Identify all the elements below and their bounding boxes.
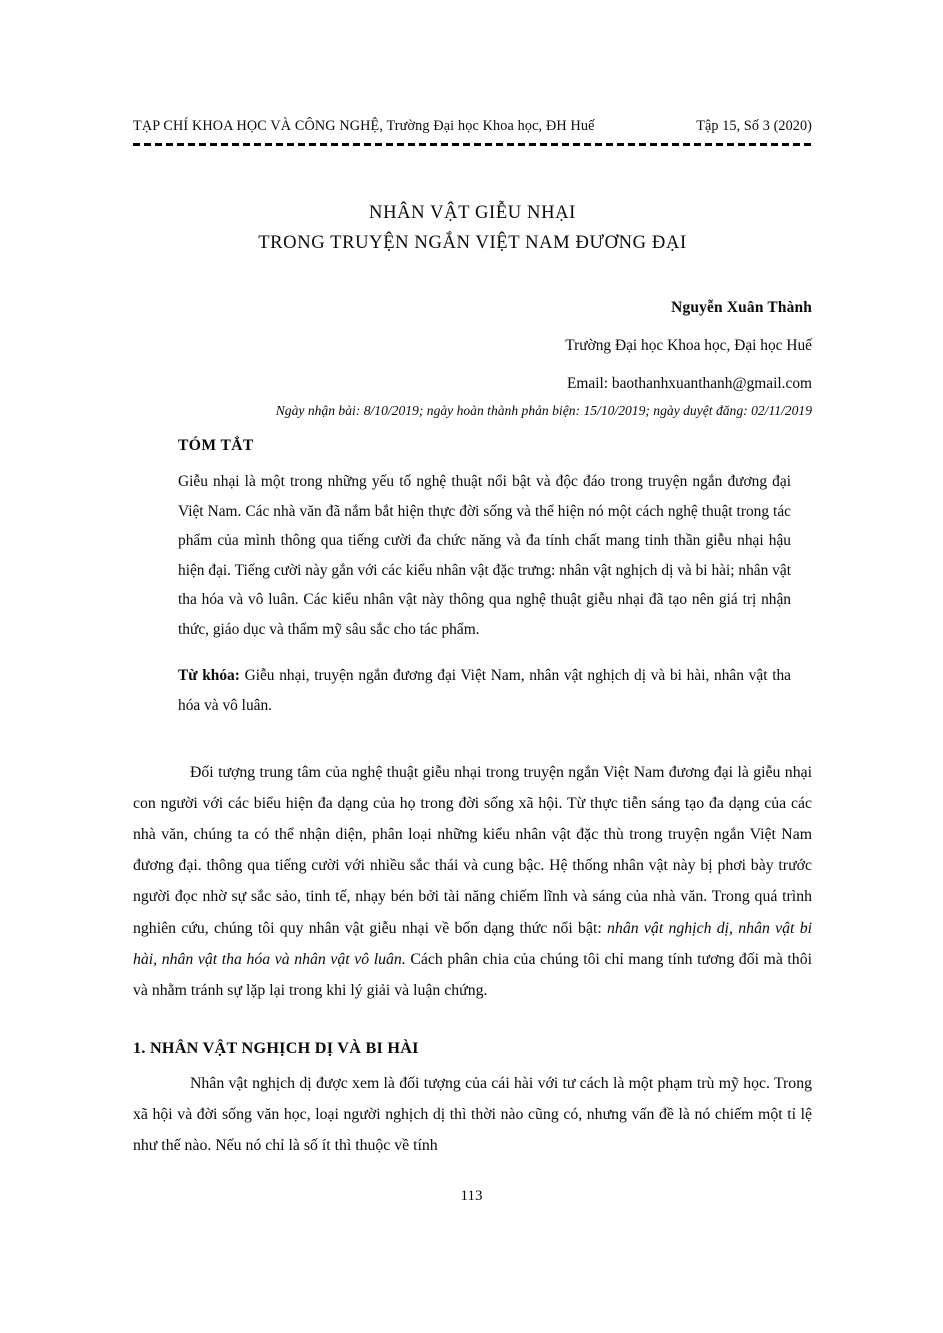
abstract-text: Giễu nhại là một trong những yếu tố nghệ thuật nổi bật và độc đáo trong truyện ngắn đương đại Việt Nam. Các nhà văn đã nắm bắt hiện thực đời sống và thể hiện nó một cách nghệ thuật trong tác phẩm của mình thông qua tiếng cười đa chức năng và đa tính chất mang tinh thần giễu nhại hậu hiện đại. Tiếng cười này gắn với các kiểu nhân vật đặc trưng: nhân vật nghịch dị và bi hài; nhân vật tha hóa và vô luân. Các kiểu nhân vật này thông qua nghệ thuật giễu nhại đã tạo nên giá trị nhận thức, giáo dục và thẩm mỹ sâu sắc cho tác phẩm.	[178, 473, 791, 638]
page-number: 113	[460, 1188, 483, 1204]
byline-block	[133, 299, 812, 393]
keywords-label: Từ khóa:	[178, 667, 240, 685]
keywords-text: Giễu nhại, truyện ngắn đương đại Việt Nam, nhân vật nghịch dị và bi hài, nhân vật tha hóa và vô luân.	[178, 667, 791, 715]
abstract-section	[178, 437, 791, 721]
author-email: Email: baothanhxuanthanh@gmail.com	[567, 375, 812, 392]
article-title-line-1: NHÂN VẬT GIỄU NHẠI	[369, 202, 576, 223]
header-divider-rule	[133, 143, 812, 146]
submission-dates: Ngày nhận bài: 8/10/2019; ngày hoàn thành phản biện: 15/10/2019; ngày duyệt đăng: 02/11/2019	[275, 403, 812, 418]
body-paragraph-2: Nhân vật nghịch dị được xem là đối tượng của cái hài với tư cách là một phạm trù mỹ học. Trong xã hội và đời sống văn học, loại người nghịch dị thì thời nào cũng có, nhưng vấn đề là nó chiếm một tỉ lệ như thế nào. Nếu nó chỉ là số ít thì thuộc về tính	[133, 1074, 812, 1155]
running-head	[133, 118, 812, 135]
body-paragraph-1-part-2: Cách phân chia của chúng tôi chỉ mang tính tương đối mà thôi và nhằm tránh sự lặp lại trong khi lý giải và luận chứng.	[133, 950, 812, 999]
body-column	[133, 757, 812, 1161]
author-name: Nguyễn Xuân Thành	[671, 299, 812, 316]
abstract-heading: TÓM TẮT	[178, 437, 254, 454]
body-paragraph-1-italic: nhân vật nghịch dị, nhân vật bi hài, nhân vật tha hóa và nhân vật vô luân.	[133, 919, 813, 968]
keywords-line	[178, 661, 791, 720]
body-paragraph-1-part-1: Đối tượng trung tâm của nghệ thuật giễu nhại trong truyện ngắn Việt Nam đương đại là giễu nhại con người với các biểu hiện đa dạng của họ trong đời sống xã hội. Từ thực tiễn sáng tạo đa dạng của các nhà văn, chúng ta có thể nhận diện, phân loại những kiểu nhân vật đặc thù trong truyện ngắn Việt Nam đương đại. thông qua tiếng cười với nhiều sắc thái và cung bậc. Hệ thống nhân vật này bị phơi bày trước người đọc nhờ sự sắc sảo, tinh tế, nhạy bén bởi tài năng chiếm lĩnh và sáng của nhà văn. Trong quá trình nghiên cứu, chúng tôi quy nhân vật giễu nhại về bốn dạng thức nổi bật:	[133, 764, 812, 937]
running-head-journal: TẠP CHÍ KHOA HỌC VÀ CÔNG NGHỆ, Trường Đại học Khoa học, ĐH Huế	[133, 118, 595, 134]
author-affiliation: Trường Đại học Khoa học, Đại học Huế	[565, 337, 812, 354]
article-title	[133, 198, 812, 258]
running-head-issue: Tập 15, Số 3 (2020)	[696, 118, 812, 134]
section-heading-1: 1. NHÂN VẬT NGHỊCH DỊ VÀ BI HÀI	[133, 1038, 419, 1057]
article-title-line-2: TRONG TRUYỆN NGẮN VIỆT NAM ĐƯƠNG ĐẠI	[258, 232, 687, 254]
body-paragraph-1	[133, 757, 812, 1006]
